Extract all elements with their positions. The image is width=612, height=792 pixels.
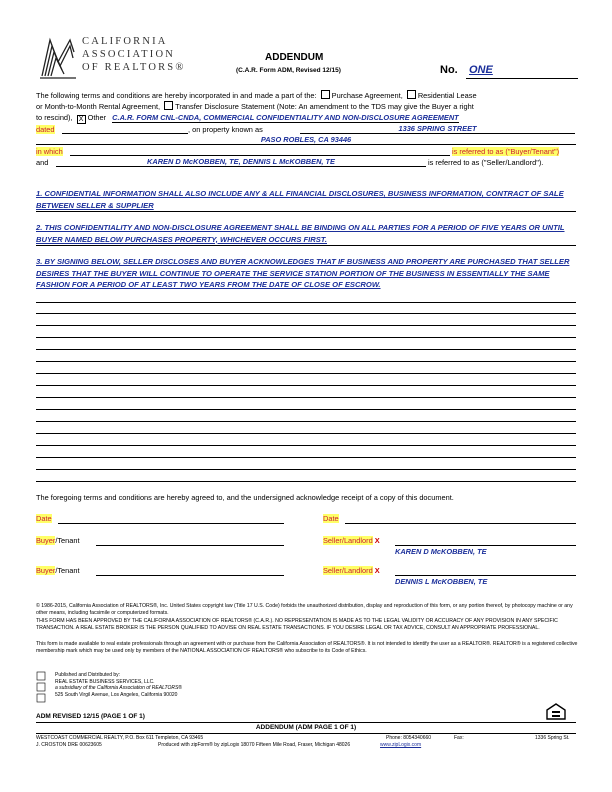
buyer-date-label (36, 514, 52, 523)
approval-notice: THIS FORM HAS BEEN APPROVED BY THE CALIFORNIA ASSOCIATION OF REALTORS® (C.A.R.). NO REPRESENTATION IS MADE AS TO THE LEGAL VALIDITY OR ACCURACY OF ANY PROVISION IN ANY SPECIFIC TRANSACTION. A REAL ESTATE BROKER IS THE PERSON QUALIFIED TO ADVISE ON REAL ESTATE TRANSACTIONS. IF YOU DESIRE LEGAL OR TAX ADVICE, CONSULT AN APPROPRIATE PROFESSIONAL. (36, 618, 558, 632)
property-city-field[interactable]: PASO ROBLES, CA 93446 (36, 135, 576, 145)
rental-agreement-label: or Month-to-Month Rental Agreement, (36, 102, 161, 111)
ruled-line (36, 481, 576, 482)
addendum-number-label: No. (440, 64, 458, 76)
in-which-label (36, 146, 63, 157)
agent-fax: Fax: (454, 735, 464, 741)
footer-title: ADDENDUM (ADM PAGE 1 OF 1) (255, 724, 357, 731)
ruled-line (36, 409, 576, 410)
sign-here-x: X (374, 536, 380, 545)
ruled-line (36, 337, 576, 338)
publisher-line: Published and Distributed by: (55, 672, 121, 678)
logo-line: OF REALTORS® (82, 62, 186, 73)
ruled-line (36, 433, 576, 434)
agent-phone: Phone: 8054340660 (386, 735, 432, 741)
buyer1-signature-field[interactable] (96, 545, 284, 546)
ruled-line (36, 361, 576, 362)
seller-text: Seller/Landlord (323, 536, 373, 545)
seller2-name: DENNIS L McKOBBEN, TE (395, 577, 488, 586)
other-checkbox[interactable]: X (77, 115, 86, 124)
buyer-ref-text: is referred to as ("Buyer/Tenant") (452, 147, 560, 156)
publisher-line: a subsidiary of the California Association of REALTORS® (55, 685, 182, 691)
residential-lease-label: Residential Lease (417, 91, 477, 100)
copyright-notice: © 1986-2015, California Association of REALTORS®, Inc. United States copyright law (Title 17 U.S. Code) forbids the unauthorized distribution, display and reproduction of this form, or any portion thereof, by photocopy machine or any other means, including facsimile or computerized formats. (36, 603, 573, 617)
tds-label: Transfer Disclosure Statement (Note: An amendment to the TDS may give the Buyer a right (175, 102, 474, 111)
intro-text: The following terms and conditions are hereby incorporated in and made a part of the: (36, 91, 317, 100)
seller2-label (323, 566, 380, 575)
buyer-date-field[interactable] (58, 523, 284, 524)
ruled-line (36, 469, 576, 470)
paragraph-1: 1. CONFIDENTIAL INFORMATION SHALL ALSO INCLUDE ANY & ALL FINANCIAL DISCLOSURES, BUSINESS INFORMATION, CONTRACT OF SALE BETWEEN SELLER & SUPPLIER (36, 189, 564, 210)
intro-line-3 (36, 112, 581, 124)
seller1-label (323, 536, 380, 545)
seller-text: Seller/Landlord (323, 566, 373, 575)
tds-checkbox[interactable] (164, 101, 173, 110)
number-underline (466, 78, 578, 79)
form-revision: ADM REVISED 12/15 (PAGE 1 OF 1) (36, 713, 145, 720)
buyer-text: Buyer (36, 536, 56, 545)
publisher-block (55, 672, 182, 698)
ruled-line (36, 245, 576, 246)
ruled-line (36, 373, 576, 374)
tenant-text: /Tenant (55, 566, 80, 575)
publisher-line: 525 South Virgil Avenue, Los Angeles, California 90020 (55, 691, 178, 698)
purchase-agreement-label: Purchase Agreement, (331, 91, 403, 100)
residential-lease-checkbox[interactable] (407, 90, 416, 99)
ruled-line (36, 302, 576, 303)
intro-line-1 (36, 90, 581, 101)
buyer2-label (36, 566, 80, 575)
ziplogix-link[interactable]: www.zipLogix.com (380, 742, 422, 748)
footer-divider (36, 722, 576, 723)
buyer2-signature-field[interactable] (96, 575, 284, 576)
buyer1-label (36, 536, 80, 545)
sign-here-x: X (374, 566, 380, 575)
rescind-label: to rescind), (36, 113, 73, 122)
in-which-text: in which (36, 147, 63, 156)
other-field[interactable]: C.A.R. FORM CNL-CNDA, COMMERCIAL CONFIDENTIALITY AND NON-DISCLOSURE AGREEMENT (112, 113, 459, 122)
ruled-line (36, 397, 576, 398)
paragraph-2: 2. THIS CONFIDENTIALITY AND NON-DISCLOSURE AGREEMENT SHALL BE BINDING ON ALL PARTIES FOR A PERIOD OF FIVE YEARS OR UNTIL BUYER NAMED BELOW PURCHASES PROPERTY, WHICHEVER OCCURS FIRST. (36, 223, 565, 244)
document-subtitle: (C.A.R. Form ADM, Revised 12/15) (236, 67, 341, 74)
seller1-signature-field[interactable] (395, 545, 576, 546)
seller-name-field[interactable]: KAREN D McKOBBEN, TE, DENNIS L McKOBBEN, TE (56, 157, 426, 167)
buyer-ref-label (452, 146, 559, 157)
tenant-text: /Tenant (55, 536, 80, 545)
ruled-line (36, 313, 576, 314)
ruled-line (36, 325, 576, 326)
property-address-field[interactable]: 1336 SPRING STREET (300, 124, 575, 134)
zipform-credit: Produced with zipForm® by zipLogix 18070 Fifteen Mile Road, Fraser, Michigan 48026 (158, 742, 351, 748)
dated-field[interactable] (62, 133, 188, 134)
date-text: Date (323, 514, 339, 523)
car-logo-icon (36, 32, 78, 82)
ruled-line (36, 421, 576, 422)
seller2-signature-field[interactable] (395, 575, 576, 576)
date-text: Date (36, 514, 52, 523)
buyer-name-field[interactable] (70, 155, 450, 156)
other-label: Other (87, 113, 107, 122)
seller-date-field[interactable] (345, 523, 576, 524)
publisher-logo-icon (36, 670, 46, 704)
document-title: ADDENDUM (265, 52, 324, 63)
paragraph-3: 3. BY SIGNING BELOW, SELLER DISCLOSES AND BUYER ACKNOWLEDGES THAT IF BUSINESS AND PROPERTY ARE PURCHASED THAT SELLER DESIRES THAT THE BUYER WILL CONTINUE TO OPERATE THE SERVICE STATION PORTION OF THE BUSINESS IN ESSENTIALLY THE SAME FASHION FOR A PERIOD OF AT LEAST TWO YEARS FROM THE DATE OF CLOSE OF ESCROW. (36, 257, 570, 289)
ruled-line (36, 211, 576, 212)
addendum-number-field[interactable]: ONE (469, 64, 493, 76)
footer-divider (36, 733, 576, 734)
intro-line-2 (36, 101, 581, 112)
agent-office: WESTCOAST COMMERCIAL REALTY, P.O. Box 611 Templeton, CA 93465 (36, 735, 204, 741)
property-reference: 1336 Spring St. (535, 735, 570, 741)
logo-line: CALIFORNIA (82, 36, 168, 47)
agreement-statement: The foregoing terms and conditions are hereby agreed to, and the undersigned acknowledge receipt of a copy of this document. (36, 493, 454, 502)
dated-text: dated (36, 125, 55, 134)
equal-housing-icon (545, 702, 567, 720)
seller1-name: KAREN D McKOBBEN, TE (395, 547, 487, 556)
ruled-line (36, 457, 576, 458)
logo-line: ASSOCIATION (82, 49, 176, 60)
publisher-line: REAL ESTATE BUSINESS SERVICES, LLC. (55, 678, 155, 685)
seller-ref-label: is referred to as ("Seller/Landlord"). (428, 158, 544, 167)
availability-notice: This form is made available to real estate professionals through an agreement with or purchase from the California Association of REALTORS®. It is not intended to identify the user as a REALTOR®. REALTOR® is a registered collective membership mark which may be used only by members of the NATIONAL ASSOCIATION OF REALTORS® who subscribe to its Code of Ethics. (36, 641, 578, 655)
dated-label (36, 124, 55, 135)
and-label: and (36, 158, 49, 167)
ruled-line (36, 349, 576, 350)
purchase-agreement-checkbox[interactable] (321, 90, 330, 99)
property-label: , on property known as (188, 125, 263, 134)
agent-license: J. CROSTON DRE 00623605 (36, 742, 102, 748)
buyer-text: Buyer (36, 566, 56, 575)
ruled-line (36, 445, 576, 446)
logo-text (82, 35, 186, 74)
ruled-line (36, 385, 576, 386)
seller-date-label (323, 514, 339, 523)
